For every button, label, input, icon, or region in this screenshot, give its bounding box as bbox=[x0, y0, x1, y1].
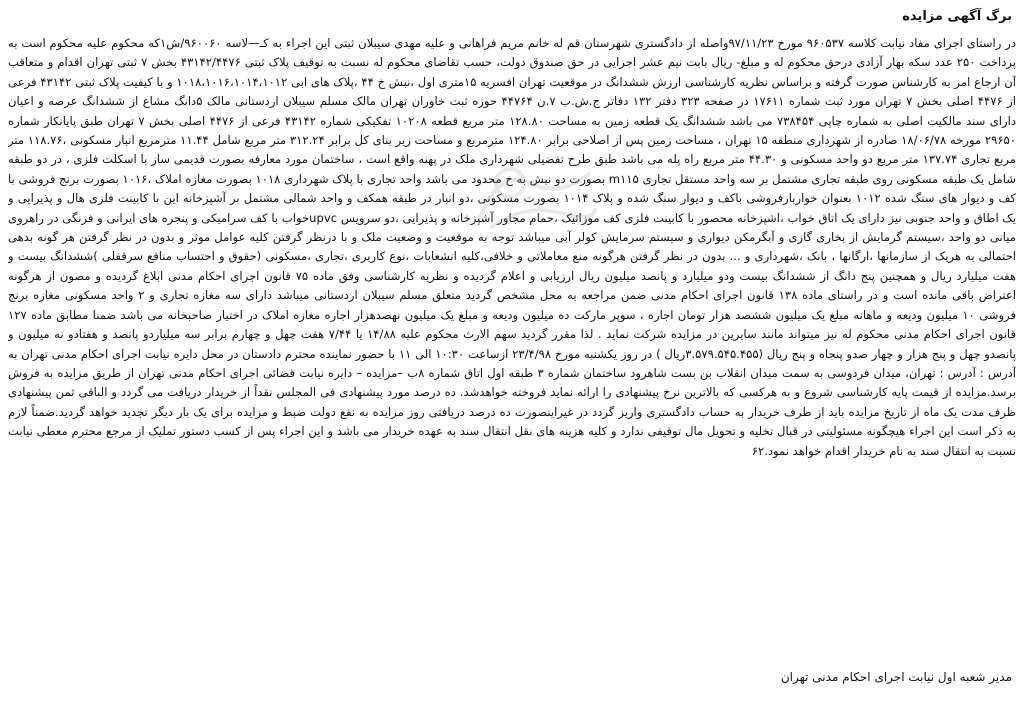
notice-body: در راستای اجرای مفاد نیابت کلاسه ۹۶۰۵۳۷ مورخ ۹۷/۱۱/۲۳واصله از دادگستری شهرستان قم له خانم مریم فراهانی و علیه مهدی سیبلان ثبتی این اجراء به کـ—لاسه ۹۶۰۰۶۰/ش۱که محکوم علیه محکوم است به پرداخت ۲۵۰ عدد سکه بهار آزادی درحق محکوم له و مبلغ- ریال بابت نیم عشر اجرایی در حق صندوق دولت، حسب تقاضای محکوم له نسبت به توقیف پلاک ثبتی ۴۳۱۴۲/۴۴۷۶ بخش ۷ ثبتی تهران اقدام و متعاقب آن ارجاع امر به کارشناس صورت گرفته و براساس نظریه کارشناسی ارزش ششدانگ در موقعیت تهران افسریه ۱۵متری اول ،نبش خ ۴۴ ،پلاک های ابی ۱۰۱۸،۱۰۱۶،۱۰۱۴،۱۰۱۲ و با کیفیت پلاک ثبتی ۴۳۱۴۲ فرعی از ۴۴۷۶ اصلی بخش ۷ تهران مورد ثبت شماره ۱۷۶۱۱ در صفحه ۳۲۳ دفتر ۱۳۲ دفاتر ج.ش.ب ۷.ن ۴۴۷۶۴ حوزه ثبت خاوران تهران مالک مسلم سیبلان اردستانی مالک ۵دانگ مشاع از ششدانگ عرصه و اعیان دارای سند مالکیت اصلی به شماره چاپی ۷۳۸۴۵۴ می باشد ششدانگ یک قطعه زمین به مساحت ۱۲۸.۸۰ متر مربع قطعه ۱۰۲۰۸ تفکیکی شماره ۴۳۱۴۲ فرعی از ۴۴۷۶ اصلی بخش ۷ تهران طبق پایانکار شماره ۲۹۶۵۰ مورخه ۱۸/۰۶/۷۸ صادره از شهرداری منطقه ۱۵ تهران ، مساحت زمین پس از اصلاحی برابر ۱۲۴.۸۰ مترمربع و مساحت زیر بنای کل برابر ۳۱۲.۲۴ متر مربع شامل ۱۱.۴۴ مترمربع انبار مسکونی ،۱۱۸.۷۶ متر مربع تجاری ۱۳۷.۷۴ متر مربع دو واحد مسکونی و ۴۴.۳۰ متر مربع راه پله می باشد طبق طرح تفضیلی شهرداری ملک در پهنه واقع است ، ساختمان مورد معارفه بصورت قدیمی ساز با اسکلت فلزی ، در دو طبقه شامل یک طبقه مسکونی روی طبقه تجاری مشتمل بر سه واحد مستقل تجاری m۱۱۵ بصورت دو نبش به خ محدود می باشد واحد تجاری با پلاک شهرداری ۱۰۱۸ بصورت مغازه املاک ،۱۰۱۶ بصورت برنج فروشی با کف و دیوار های سنگ شده ۱۰۱۲ بعنوان خواربارفروشی باکف و دیوار سنگ شده و پلاک ۱۰۱۴ بصورت مسکونی ،دو انبار در طبقه همکف و واحد شمالی مشتمل بر آشپزخانه این با کابینت فلزی هال و پذیرایی و یک اطاق و واحد جنوبی نیز دارای یک اتاق خواب ،اشپزخانه محصور با کابینت فلزی کف موزائیک ،حمام مجاور آشپزخانه و پذیرایی ،دو سرویس upvcخواب با کف سرامیکی و پنجره های ایرانی و فرنگی در راهروی میانی دو واحد ،سیستم گرمایش از بخاری گازی و آبگرمکن دیواری و سیستم سرمایش کولر آبی میباشد توجه به موقعیت و وضعیت ملک و با درنظر گرفتن کلیه عوامل موثر و بدون در نظر گرفتن هر گونه بدهی احتمالی به هریک از سازمانها ،ارگانها ، بانک ،شهرداری و ... بدون در نظر گرفتن هرگونه منع معاملاتی و خلافی،کلیه انشعابات ،نوع کاربری ،تجاری ،مسکونی (حقوق و احتساب منافع سرقفلی )ششدانگ بیست و هفت میلیارد ریال و همچنین پنج دانگ از ششدانگ بیست ودو میلیارد و پانصد میلیون ریال ارزیابی و اعلام گردیده و نظریه کارشناسی وفق ماده ۷۵ قانون اجرای احکام مدنی ابلاغ گردیده و مصون از هرگونه اعتراض باقی مانده است و در راستای ماده ۱۳۸ قانون اجرای احکام مدنی ضمن مراجعه به محل مشخص گردید متعلق مسلم سیبلان اردستانی میباشد دارای سه مغازه تجاری و ۲ واحد مسکونی مغازه برنج فروشی ۱۰ میلیون ودیعه و ماهانه مبلغ یک میلیون ششصد هزار تومان اجاره ، سوپر مارکت ده میلیون ودیعه و مبلغ یک میلیون نهصدهزار اجاره مغازه املاک در اختیار صاحبخانه می باشد ضمنا مطابق ماده ۱۲۷ قانون اجرای احکام مدنی محکوم له نیز میتواند مانند سایرین در مزایده شرکت نماید . لذا مقرر گردید سهم الارث محکوم علیه ۱۴/۸۸ یا ۷/۴۴ هفت چهل و چهارم برابر سه میلیاردو پانصد و هفتادو نه میلیون و پانصدو چهل و پنج هزار و چهار صدو پنجاه و پنج ریال (۳.۵۷۹.۵۴۵.۴۵۵ریال ) در روز یکشنبه مورخ ۲۳/۴/۹۸ ازساعت ۱۰:۳۰ الی ۱۱ با حضور نماینده محترم دادستان در محل دایره نیابت اجرای احکام مدنی تهران به آدرس : آدرس : تهران، میدان فردوسی به سمت میدان انقلاب بن بست شاهرود ساختمان شماره ۳ طبقه اول اتاق شماره ۸ب –مزایده – دایره نیابت قضائی اجرای احکام مدنی تهران از طریق مزایده به فروش برسد.مزایده از قیمت پایه کارشناسی شروع و به هرکسی که بالاترین نرخ پیشنهادی را ارائه نماید فروخته خواهدشد. ده درصد مورد پیشنهادی فی المجلس نقداً از خریدار دریافت می گردد و الباقی ثمن پیشنهادی ظرف مدت یک ماه از تاریخ مزایده باید از طرف خریدار به حساب دادگستری واریز گردد در غیراینصورت ده درصد دریافتی روز مزایده به نفع دولت ضبط و مزایده برای یک بار دیگر تجدید خواهد گردید.ضمناً لازم به ذکر است این اجراء هیچگونه مسئولیتی در قبال تخلیه و تحویل مال توقیفی ندارد و کلیه هزینه های نقل انتقال سند به عهده خریدار می باشد و این اجراء پس از کسب دستور تملیک از مرجع محترم معطی نیابت نسبت به انتقال سند به نام خریدار اقدام خواهد نمود.۶۲ bbox=[8, 36, 1016, 458]
notice-title: برگ آگهی مزایده bbox=[902, 9, 1012, 24]
signature-line: مدیر شعبه اول نیابت اجرای احکام مدنی تهران bbox=[780, 670, 1012, 684]
